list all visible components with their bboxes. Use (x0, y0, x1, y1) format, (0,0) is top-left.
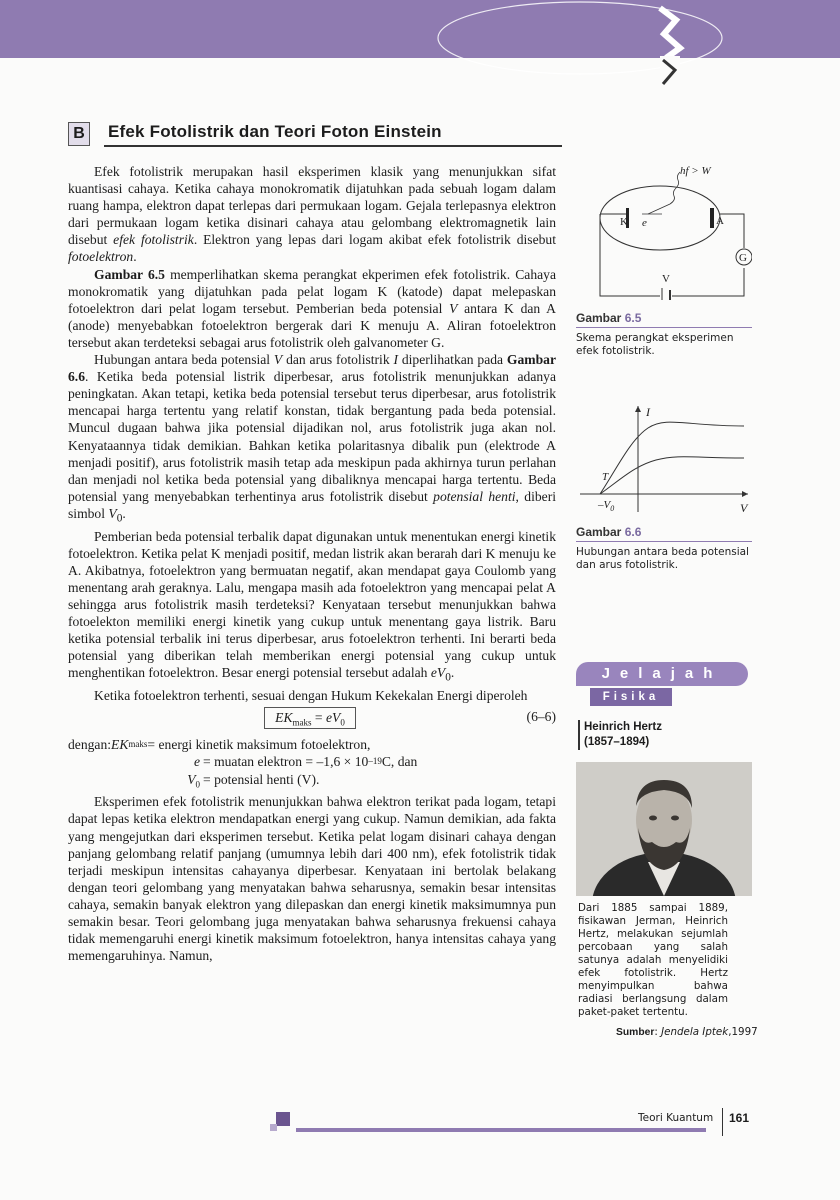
page-number: 161 (729, 1111, 750, 1125)
paragraph-3: Hubungan antara beda potensial V dan arus fotolistrik I diperlihatkan pada Gambar 6.6. Ketika beda potensial listrik diperbesar, arus fotolistrik menunjukkan adanya peningkatan. Akan tetapi, ketika beda potensial tersebut terus diperbesar, arus fotolistrik mencapai harga tertentu yang relatif konstan, tidak bergantung pada beda potensial. Muncul dugaan bahwa jika potensial dijadikan nol, arus fotolistrik juga akan nol. Kenyataannya tidak demikian. Bahkan ketika polaritasnya dibalik pun (elektrode A menjadi positif), arus fotolistrik masih tetap ada meskipun pada akhirnya turun perlahan dan menjadi nol ketika beda potensial yang dibaliknya mencapai harga tertentu. Beda potensial yang menyebabkan terhentinya arus fotolistrik disebut potensial henti, diberi simbol $V_0$. (68, 352, 557, 525)
header-decoration (0, 0, 840, 95)
figure-6-5-caption: Gambar 6.5 (576, 311, 642, 325)
figure-6-5-description: Skema perangkat eksperimen efek fotolistrik. (576, 332, 734, 357)
label-v: V (662, 273, 670, 285)
chapter-title: Teori Kuantum (638, 1112, 714, 1124)
photoelectric-circuit-diagram (576, 160, 752, 300)
figure-6-6-caption: Gambar 6.6 (576, 525, 642, 539)
paragraph-1: Efek fotolistrik merupakan hasil eksperimen klasik yang menunjukkan sifat kuantisasi cahaya. Ketika cahaya monokromatik dijatuhkan pada sebuah logam dalam ruang hampa, elektron dapat terlepas dari permukaan logam. Gejala terlepasnya elektron dari permukaan logam ketika disinari cahaya atau gelombang elektromagnetik lain disebut efek fotolistrik. Elektron yang lepas dari logam akibat efek fotolistrik disebut fotoelektron. (68, 164, 556, 265)
label-v-axis: V (740, 501, 748, 515)
label-e: e (642, 217, 647, 229)
section-heading (68, 122, 556, 146)
equation-box: $EK_{maks} = eV_0$ (264, 707, 356, 729)
label-minus-v0: $-V_0$ (598, 499, 615, 513)
equation-number: (6–6) (526, 709, 556, 725)
figure-6-5 (576, 160, 752, 358)
header-band (0, 0, 840, 58)
main-text-column (68, 163, 556, 964)
scientist-name: Heinrich Hertz (1857–1894) (578, 720, 662, 750)
figure-6-6-description: Hubungan antara beda potensial dan arus fotolistrik. (576, 546, 749, 571)
label-hf: hf > W (680, 165, 711, 177)
hertz-portrait (576, 762, 752, 896)
definition-ek: dengan: EK maks = energi kinetik maksimum fotoelektron, (68, 737, 371, 753)
label-g: G (739, 252, 747, 264)
paragraph-2: Gambar 6.5 memperlihatkan skema perangkat ekperimen efek fotolistrik. Cahaya monokromatik yang dijatuhkan pada pelat logam K (katode) dapat melepaskan fotoelektron dari pelat logam tersebut. Pemberian beda potensial V antara K dan A (anode) menyebabkan fotoelektron bergerak dari K menuju A. Aliran fotoelektron tersebut akan terdeteksi sebagai arus fotolistrik oleh galvanometer G. (68, 266, 557, 350)
footer-divider (722, 1108, 723, 1136)
page-footer (0, 1108, 840, 1138)
section-badge: B (68, 122, 90, 146)
equation-row (68, 705, 556, 733)
label-k: K (620, 216, 628, 228)
caption-divider (576, 541, 752, 542)
caption-divider (576, 327, 752, 328)
source-credit: Sumber: Jendela Iptek,1997 (616, 1026, 758, 1038)
label-a: A (716, 215, 724, 227)
current-voltage-graph (576, 400, 752, 518)
label-t: T (602, 471, 609, 483)
paragraph-4: Pemberian beda potensial terbalik dapat digunakan untuk menentukan energi kinetik fotoelektron. Ketika pelat K menjadi positif, medan listrik akan berarah dari K menuju ke A. Akibatnya, fotoelektron yang bermuatan negatif, akan mendapat gaya Coulomb yang menentang arah geraknya. Lalu, mengapa masih ada fotoelektron yang mencapai pelat A sehingga arus fotolistrik masih terdeteksi? Kenyataan tersebut menunjukkan bahwa fotoelekton memiliki energi kinetik yang cukup untuk menentang gaya listrik. Baru ketika potensial terbalik ini terus diperbesar, arus fotoelektron terhenti. Ini berarti beda potensial yang diberikan telah memberikan energi potensial yang cukup untuk menghentikan fotoelektron. Besar energi potensial tersebut adalah $eV_0$. (68, 528, 556, 685)
figure-6-6 (576, 400, 752, 572)
section-title: Efek Fotolistrik dan Teori Foton Einstein (108, 122, 442, 141)
definition-e: e = muatan elektron = –1,6 × 10 –19 C, dan (193, 754, 418, 770)
jelajah-fisika-banner (576, 662, 748, 708)
footer-square (276, 1112, 290, 1126)
label-i: I (646, 405, 650, 419)
definition-v0: $V_0$ = potensial henti (V). (187, 771, 320, 790)
portrait-illustration (576, 762, 752, 896)
paragraph-5: Ketika fotoelektron terhenti, sesuai dengan Hukum Kekekalan Energi diperoleh (94, 688, 528, 704)
jelajah-label: Jelajah (576, 662, 748, 686)
definitions (68, 736, 556, 793)
paragraph-6: Eksperimen efek fotolistrik menunjukkan bahwa elektron terikat pada logam, tetapi dapat lepas ketika elektron mendapatkan energi yang cukup. Namun demikian, ada fakta yang mengejutkan dari eksperimen tersebut. Ketika pelat logam disinari cahaya dengan panjang gelombang relatif panjang (umumnya lebih dari 400 nm), efek fotolistrik tidak terjadi meskipun intensitas cahayanya diperbesar. Kenyataan ini bertolak belakang dengan teori gelombang yang menyatakan bahwa seharusnya, semakin besar intensitas cahaya, semakin banyak elektron yang dilepaskan dan energi kinetik maksimumnya pun semakin besar. Teori gelombang juga menyatakan bahwa seharusnya frekuensi cahaya tidak memengaruhi energi kinetik maksimum fotoelektron, hanya intensitas cahaya yang memengaruhinya. Namun, (68, 794, 556, 964)
heading-underline (104, 145, 562, 147)
fisika-label: Fisika (590, 688, 672, 706)
hertz-description: Dari 1885 sampai 1889, fisikawan Jerman, Heinrich Hertz, melakukan sejumlah percobaan yang salah satunya adalah menyelidiki efek fotolistrik. Hertz menyimpulkan bahwa radiasi berlangsung dalam paket-paket tertentu. (578, 902, 728, 1018)
footer-line (296, 1128, 706, 1132)
footer-small-square (270, 1124, 277, 1131)
